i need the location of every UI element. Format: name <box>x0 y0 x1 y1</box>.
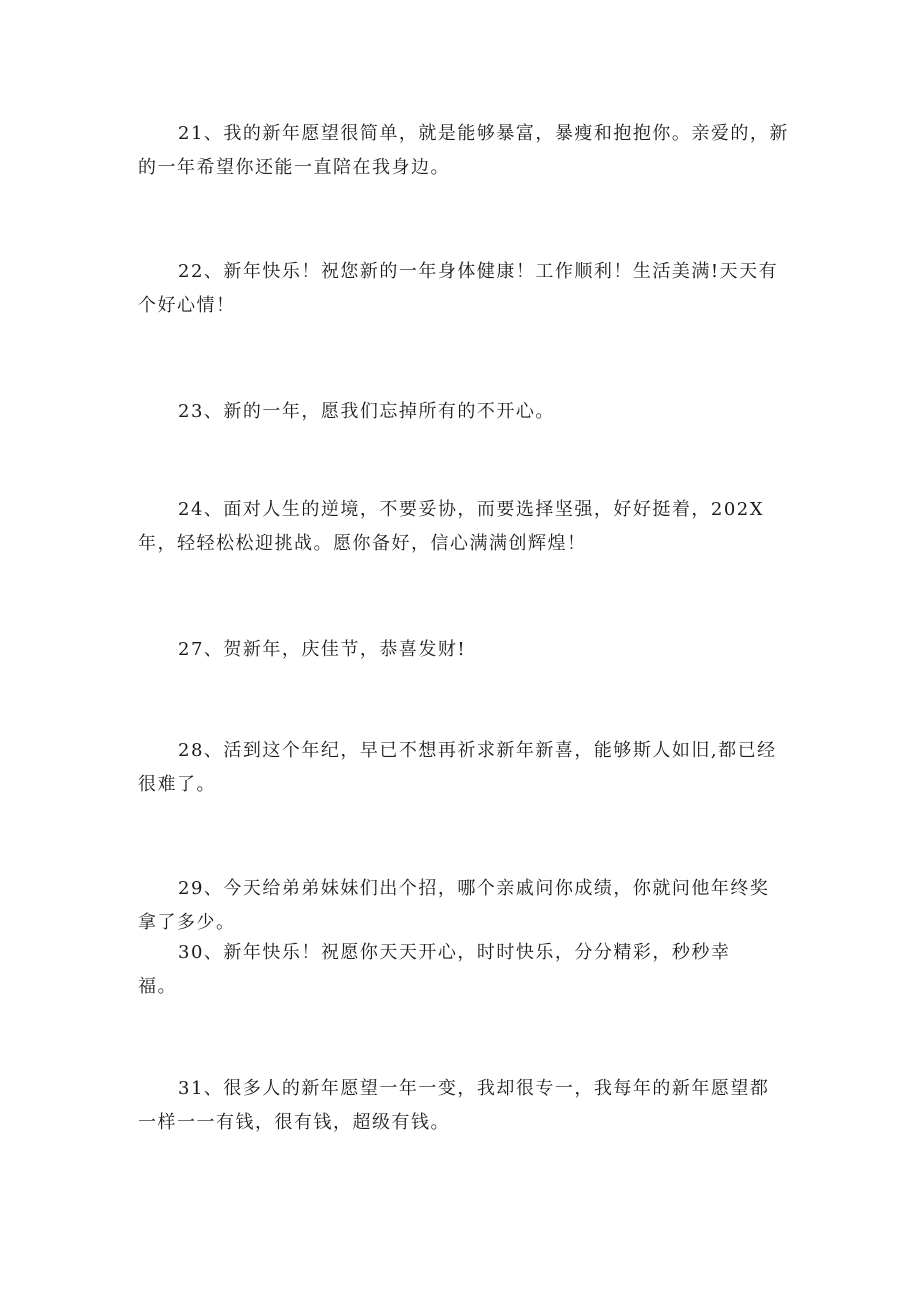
paragraph-22: 22、新年快乐！祝您新的一年身体健康！工作顺利！生活美满!天天有个好心情！ <box>138 261 779 316</box>
paragraph-28: 28、活到这个年纪，早已不想再祈求新年新喜，能够斯人如旧,都已经很难了。 <box>138 740 777 795</box>
paragraph-30: 30、新年快乐！祝愿你天天开心，时时快乐，分分精彩，秒秒幸福。 <box>138 942 731 997</box>
paragraph-23: 23、新的一年，愿我们忘掉所有的不开心。 <box>178 401 555 422</box>
paragraph-29: 29、今天给弟弟妹妹们出个招，哪个亲戚问你成绩，你就问他年终奖拿了多少。 <box>138 878 770 933</box>
paragraph-31: 31、很多人的新年愿望一年一变，我却很专一，我每年的新年愿望都一样一一有钱，很有钱，超级有钱。 <box>138 1078 770 1133</box>
paragraph-21: 21、我的新年愿望很简单，就是能够暴富，暴瘦和抱抱你。亲爱的，新的一年希望你还能一直陪在我身边。 <box>138 123 789 178</box>
paragraph-24: 24、面对人生的逆境，不要妥协，而要选择坚强，好好挺着，202X年，轻轻松松迎挑战。愿你备好，信心满满创辉煌！ <box>138 499 765 554</box>
paragraph-27: 27、贺新年，庆佳节，恭喜发财! <box>178 639 467 660</box>
